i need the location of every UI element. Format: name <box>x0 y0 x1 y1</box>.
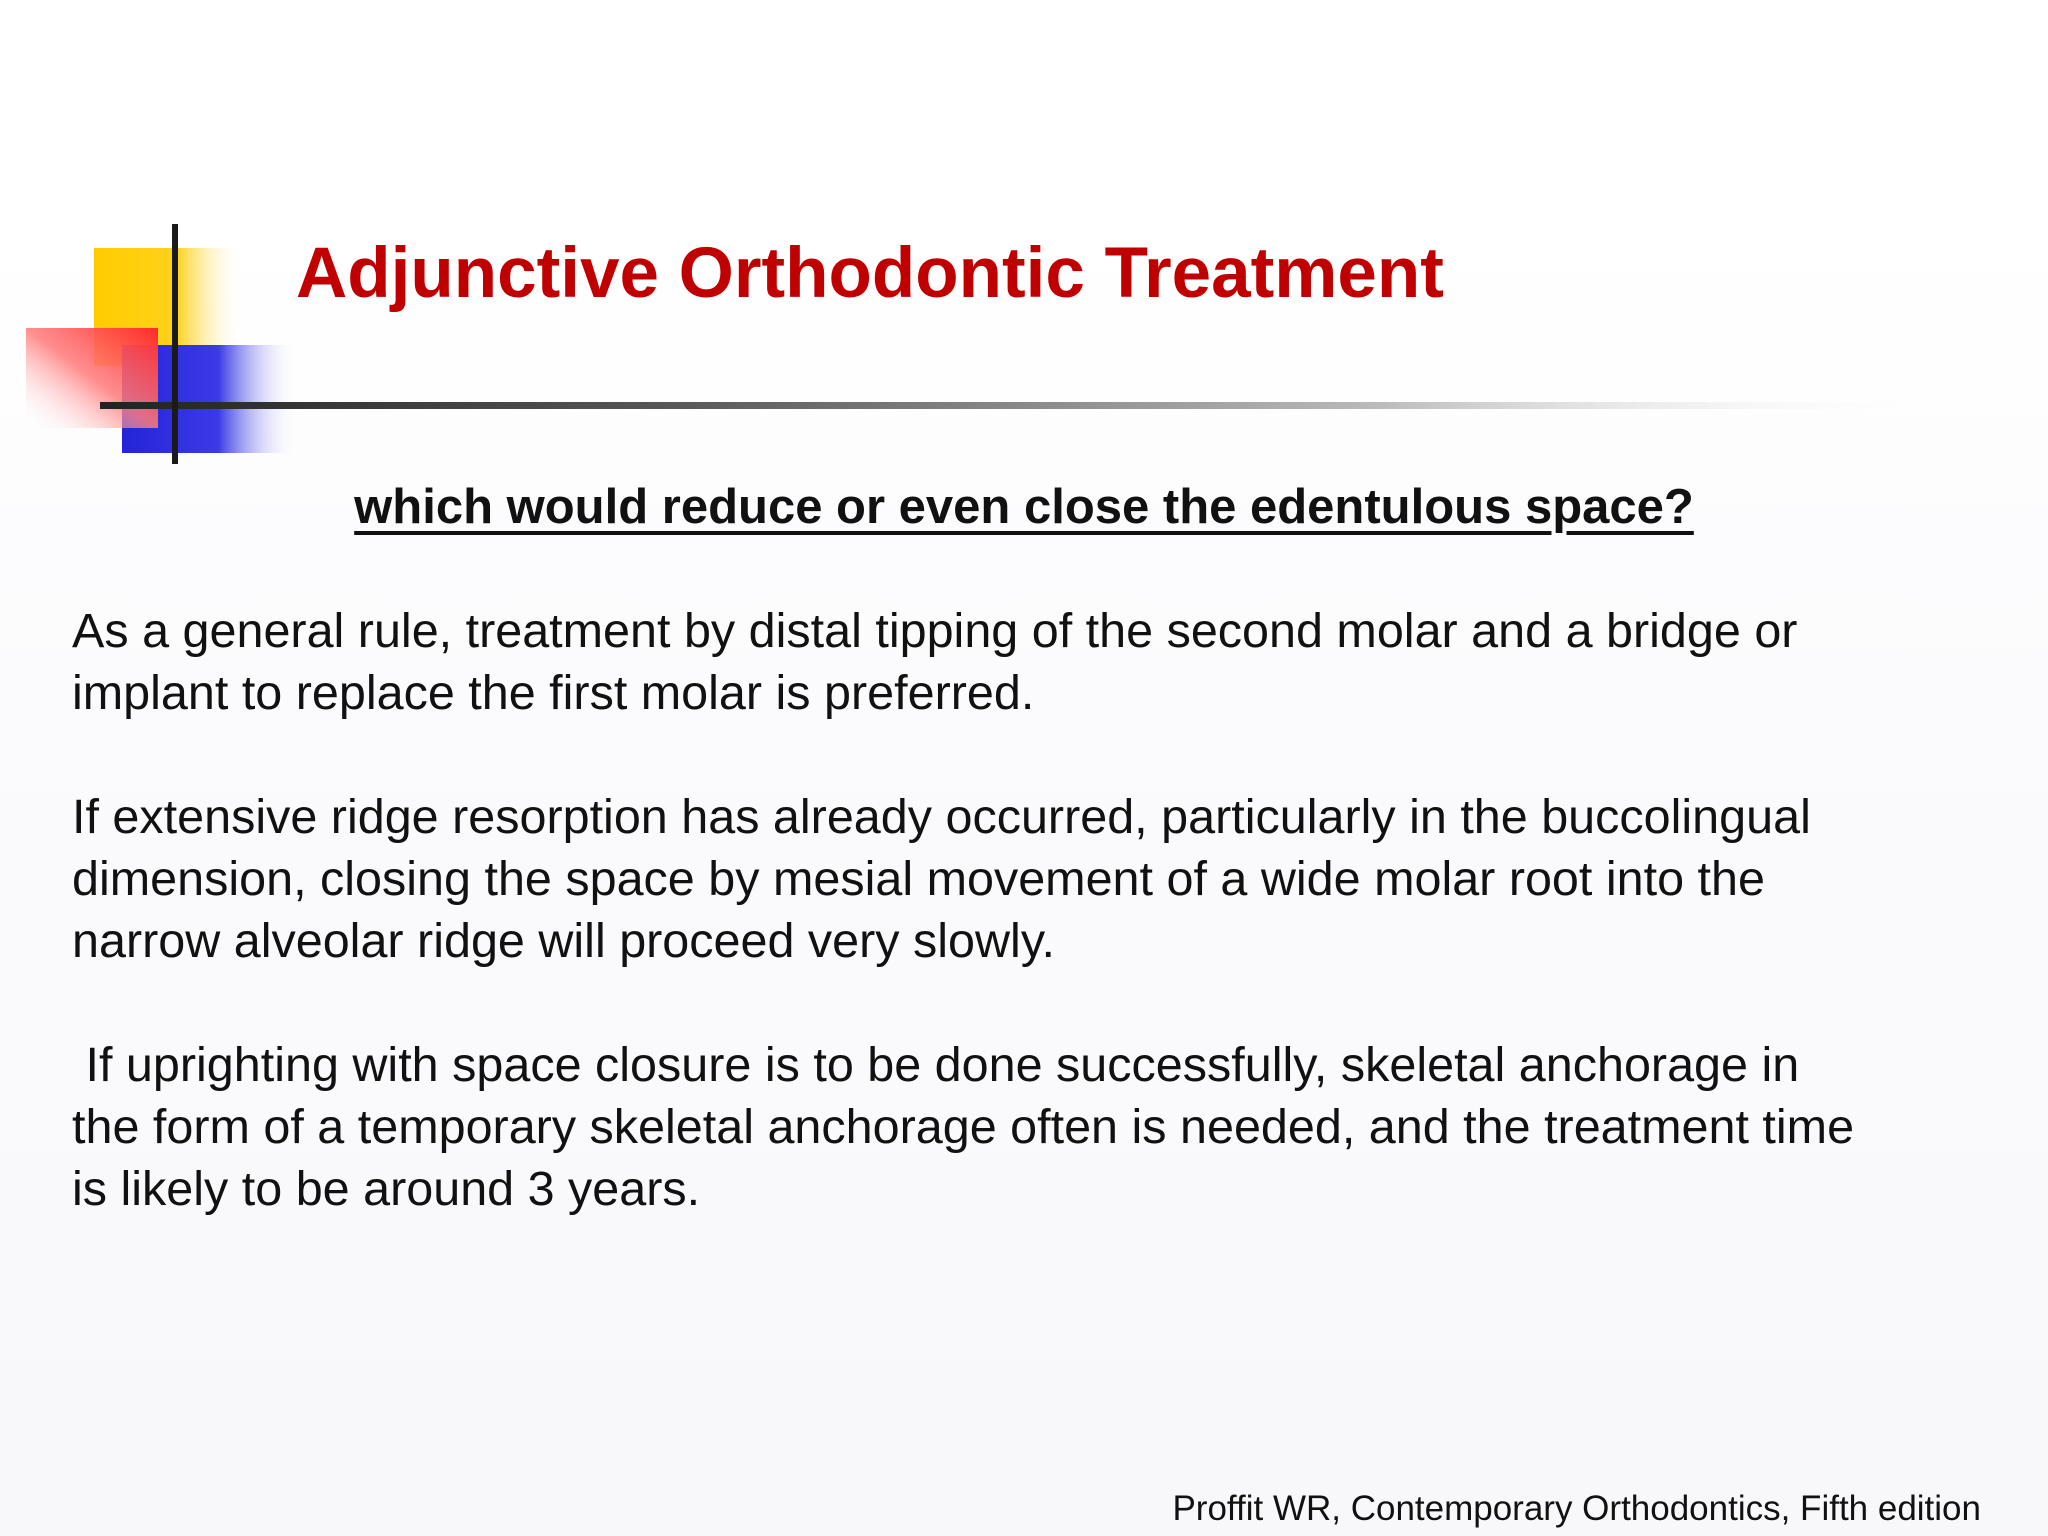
paragraph-general-rule: As a general rule, treatment by distal tipping of the second molar and a bridge or implant to replace the first molar is preferred. <box>72 604 1798 720</box>
slide-title: Adjunctive Orthodontic Treatment <box>296 234 1444 313</box>
vertical-rule <box>172 224 178 464</box>
paragraph-uprighting: If uprighting with space closure is to be done successfully, skeletal anchorage in the form of a temporary skeletal anchorage often is needed, and the treatment time is likely to be around 3 years. <box>72 1038 1855 1216</box>
subtitle-text: which would reduce or even close the edentulous space? <box>354 480 1694 534</box>
horizontal-rule <box>100 402 1930 409</box>
paragraph-ridge-resorption: If extensive ridge resorption has already occurred, particularly in the buccolingual dimension, closing the space by mesial movement of a wide molar root into the narrow alveolar ridge will proceed very slowly. <box>72 790 1811 968</box>
slide-subtitle <box>0 478 2048 537</box>
slide-body <box>72 600 1992 1282</box>
red-square <box>26 328 158 428</box>
citation: Proffit WR, Contemporary Orthodontics, Fifth edition <box>1172 1489 1981 1528</box>
